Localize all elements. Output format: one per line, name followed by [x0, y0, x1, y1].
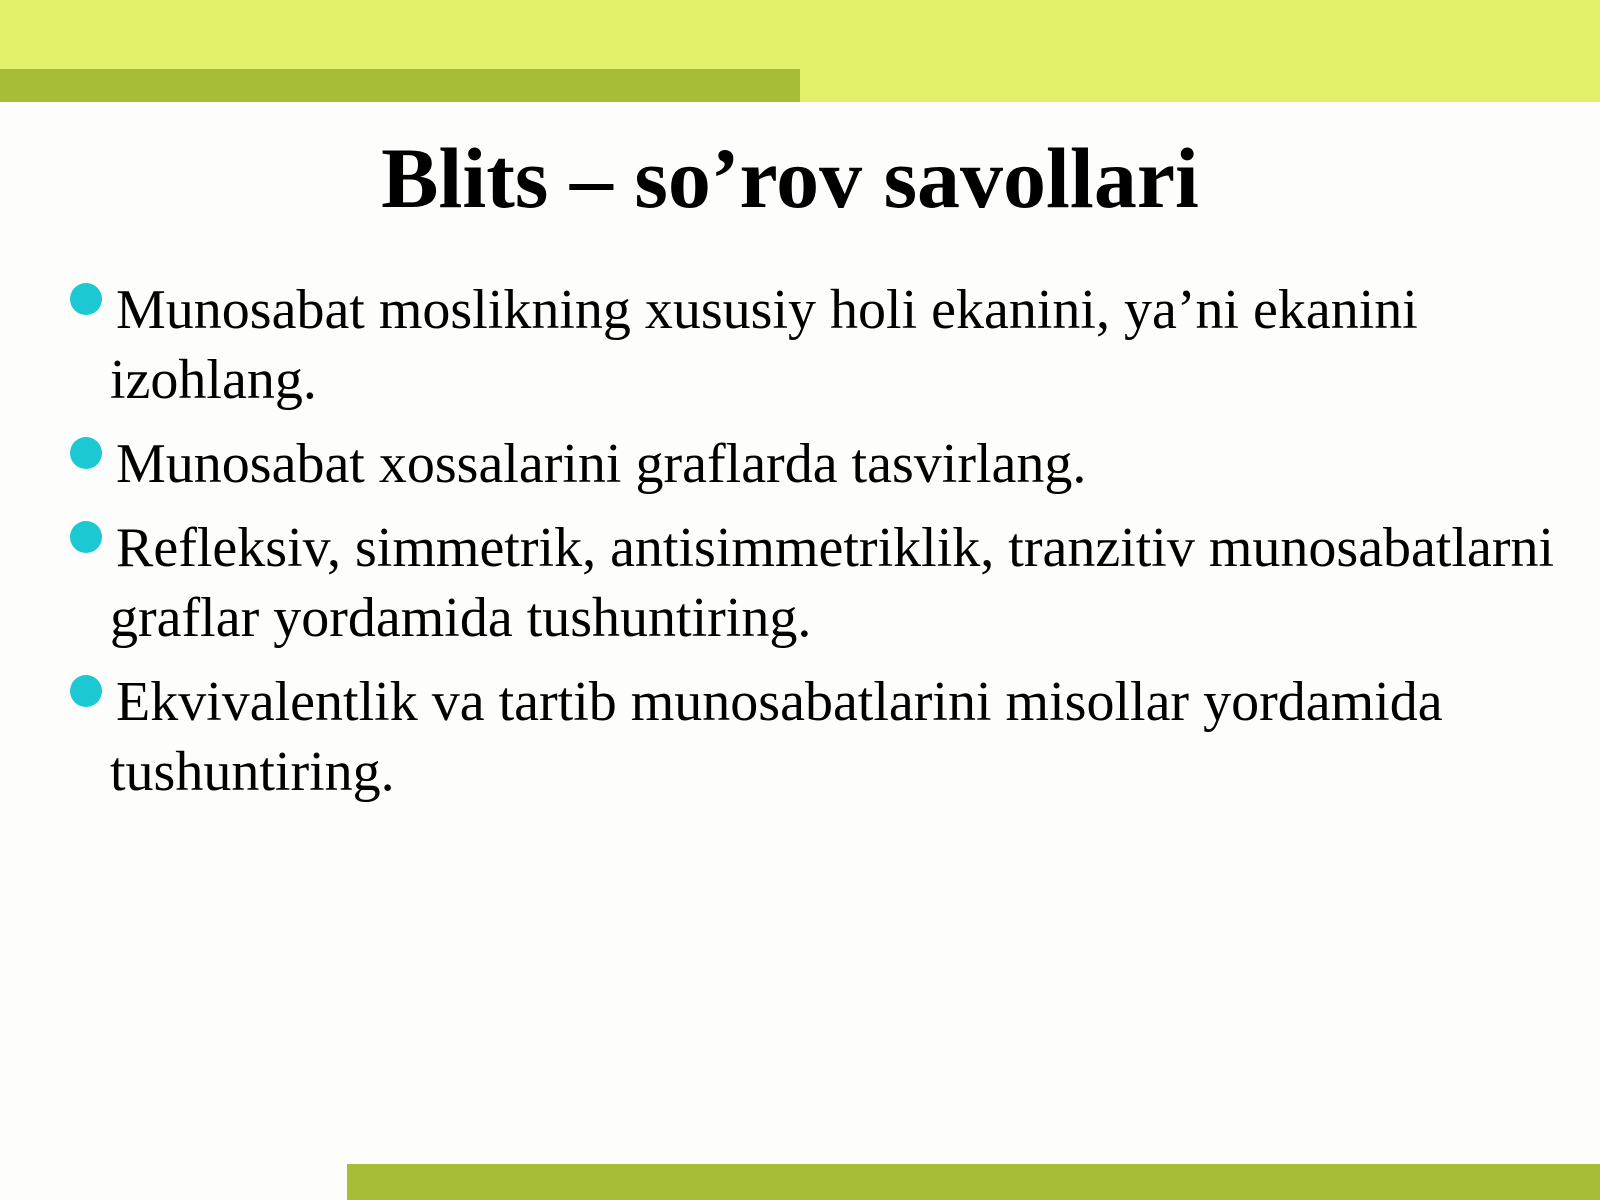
bullet-item [72, 667, 1572, 807]
bullet-list [72, 275, 1572, 821]
slide-title: Blits – so’rov savollari [381, 130, 1199, 226]
bullet-text: Refleksiv, simmetrik, antisimmetriklik, tranzitiv munosabatlarni graflar yordamida tushuntiring. [110, 517, 1555, 649]
bullet-text: Ekvivalentlik va tartib munosabatlarini misollar yordamida tushuntiring. [110, 671, 1443, 803]
bullet-text: Munosabat moslikning xususiy holi ekanini, ya’ni ekanini izohlang. [110, 279, 1418, 411]
bullet-item [72, 429, 1572, 499]
bullet-item [72, 275, 1572, 415]
bullet-dot-icon [70, 521, 102, 553]
bottom-accent-bar [347, 1164, 1600, 1200]
bullet-text: Munosabat xossalarini graflarda tasvirlang. [116, 433, 1087, 495]
bullet-item [72, 513, 1572, 653]
bullet-dot-icon [70, 437, 102, 469]
top-accent-bar [0, 69, 800, 102]
bullet-dot-icon [70, 283, 102, 315]
bullet-dot-icon [70, 675, 102, 707]
